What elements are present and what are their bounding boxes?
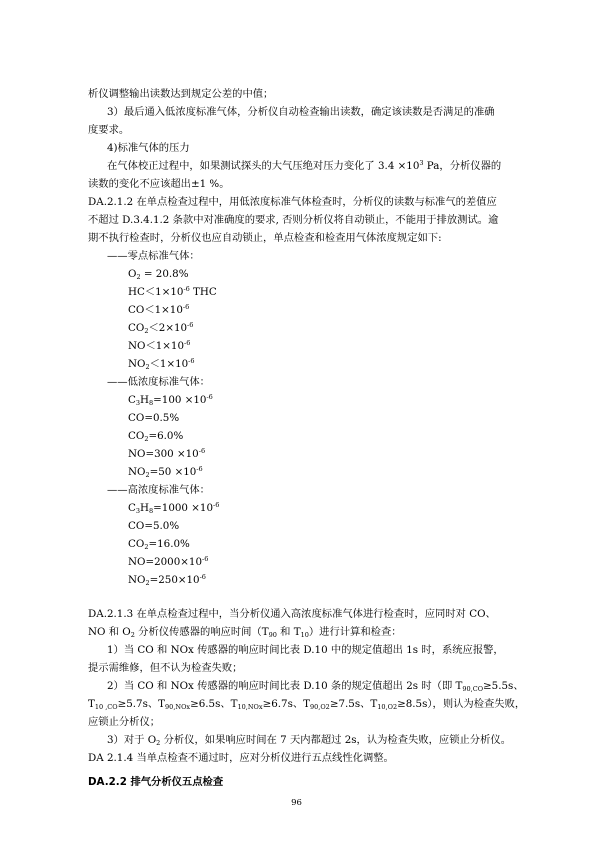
gas-value: $NO<1\times 10^{-6}$ bbox=[128, 339, 191, 352]
gas-value: $O_2 = 20.8\%$ bbox=[128, 268, 189, 281]
page-number: 96 bbox=[291, 798, 302, 808]
gas-value: $C_3H_8=100 \times 10^{-6}$ bbox=[128, 393, 213, 407]
gas-value: $NO_2=50 \times 10^{-6}$ bbox=[128, 465, 203, 479]
text-line: 3）最后通入低浓度标准气体，分析仪自动检查输出读数，确定该读数是否满足的准确 bbox=[107, 106, 495, 118]
text-line: 不超过 D.3.4.1.2 条款中对准确度的要求, 否则分析仪将自动锁止，不能用于排放测试。逾 bbox=[88, 214, 499, 226]
gas-value: CO=5.0% bbox=[128, 520, 180, 532]
text-line: 提示需维修，但不认为检查失败； bbox=[88, 662, 243, 674]
text-line: NO 和 $O_2$ 分析仪传感器的响应时间（$T_{90}$ 和 $T_{10}$）进行计算和检查： bbox=[88, 626, 402, 639]
gas-value: $HC<1\times 10^{-6}$ THC bbox=[128, 285, 217, 298]
text-line: $T_{10 ,CO}\ge 5.7s$、$T_{90,NOx}\ge 6.5s$、$T_{10,NOx}\ge 6.7s$、$T_{90,O2}\ge 7.5s$、$T_{10,O2}\ge 8.5s$），则认为检查失败， bbox=[88, 698, 526, 711]
clause-DA-2-1-3: DA.2.1.3 在单点检查过程中，当分析仪通入高浓度标准气体进行检查时，应同时对 CO、 bbox=[88, 608, 496, 620]
text-line: 2）当 CO 和 NOx 传感器的响应时间比表 D.10 条的规定值超出 2s 时（即 $T_{90,CO}\ge 5.5s$、 bbox=[107, 680, 524, 693]
gas-value: $NO=300 \times 10^{-6}$ bbox=[128, 447, 206, 460]
gas-value: $CO<1\times 10^{-6}$ bbox=[128, 303, 190, 316]
clause-DA-2-1-2: DA.2.1.2 在单点检查过程中，用低浓度标准气体检查时，分析仪的读数与标准气的差值应 bbox=[88, 196, 497, 208]
section-heading: DA.2.2 排气分析仪五点检查 bbox=[88, 776, 224, 788]
gas-value: $NO_2=250\times 10^{-6}$ bbox=[128, 573, 206, 587]
gas-value: $NO_2<1\times 10^{-6}$ bbox=[128, 357, 195, 371]
text-line: 在气体校正过程中，如果测试探头的大气压绝对压力变化了 $3.4 \times 10^3$ Pa，分析仪器的 bbox=[107, 159, 502, 172]
text-line: 3）对于 $O_2$ 分析仪，如果响应时间在 7 天内都超过 2s，认为检查失败，应锁止分析仪。 bbox=[107, 734, 511, 747]
text-line: 析仪调整输出读数达到规定公差的中值； bbox=[88, 88, 274, 100]
zero-gas-heading: ——零点标准气体： bbox=[107, 250, 200, 262]
text-line: 1）当 CO 和 NOx 传感器的响应时间比表 D.10 中的规定值超出 1s 时，系统应报警， bbox=[107, 644, 504, 656]
text-line: 期不执行检查时，分析仪也应自动锁止，单点检查和检查用气体浓度规定如下: bbox=[88, 232, 442, 244]
gas-value: CO=0.5% bbox=[128, 412, 180, 424]
low-gas-heading: ——低浓度标准气体： bbox=[107, 376, 210, 388]
high-gas-heading: ——高浓度标准气体： bbox=[107, 484, 210, 496]
gas-value: $CO_2=16.0\%$ bbox=[128, 538, 190, 551]
text-line: 读数的变化不应该超出±1 %。 bbox=[88, 178, 230, 190]
gas-value: $C_3H_8=1000 \times 10^{-6}$ bbox=[128, 501, 220, 515]
gas-value: $CO_2<2\times 10^{-6}$ bbox=[128, 321, 194, 335]
text-line: 度要求。 bbox=[88, 124, 130, 136]
gas-value: $CO_2=6.0\%$ bbox=[128, 430, 184, 443]
gas-value: $NO=2000\times 10^{-6}$ bbox=[128, 555, 209, 568]
text-line: 应锁止分析仪； bbox=[88, 716, 161, 728]
clause-DA-2-1-4: DA 2.1.4 当单点检查不通过时，应对分析仪进行五点线性化调整。 bbox=[88, 752, 394, 764]
text-line: 4)标准气体的压力 bbox=[107, 142, 190, 154]
